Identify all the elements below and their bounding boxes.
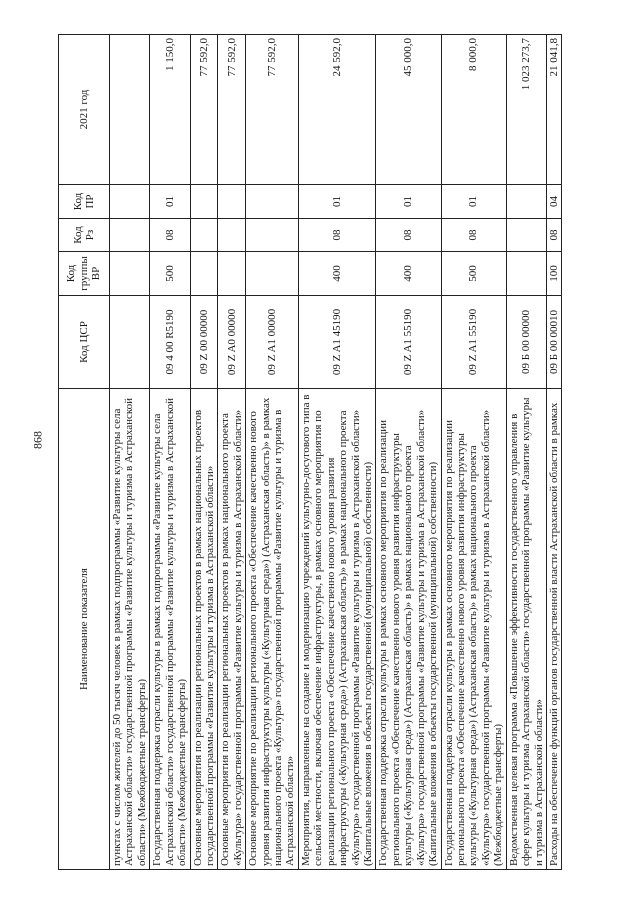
row-pr	[246, 185, 299, 219]
row-vr	[218, 252, 246, 296]
row-csr: 09 Z A1 55190	[376, 296, 441, 389]
row-rz: 08	[376, 219, 441, 252]
table-row	[376, 35, 441, 870]
row-rz: 08	[150, 219, 190, 252]
row-name: Основные мероприятия по реализации региональных проектов в рамках национальных проектов государственной программы «Развитие культуры и туризма в Астраханской области»	[190, 389, 218, 870]
row-vr: 500	[441, 252, 506, 296]
row-vr: 500	[150, 252, 190, 296]
row-vr	[110, 252, 150, 296]
page-number: 868	[30, 431, 45, 449]
row-pr	[506, 185, 546, 219]
row-name: Государственная поддержка отрасли культуры в рамках основного мероприятия по реализации регионального проекта «Обеспечение качественно нового уровня развития инфраструктуры культуры («Культурная среда») (Астраханская область)» в рамках национального проекта «Культура» государственной программы «Развитие культуры и туризма в Астраханской области» (Межбюджетные трансферты)	[441, 389, 506, 870]
table-row	[110, 35, 150, 870]
row-pr	[190, 185, 218, 219]
row-sum: 45 000,0	[376, 35, 441, 185]
row-rz	[190, 219, 218, 252]
row-name: Основное мероприятие по реализации регионального проекта «Обеспечение качественно нового уровня развития инфраструктуры культуры («Культурная среда») (Астраханская область)» в рамках национального проекта «Культура» государственной программы «Развитие культуры и туризма в Астраханской области»	[246, 389, 299, 870]
row-sum	[110, 35, 150, 185]
row-name: Ведомственная целевая программа «Повышение эффективности государственного управления в сфере культуры и туризма Астраханской области» государственной программы «Развитие культуры и туризма в Астраханской области»	[506, 389, 546, 870]
row-name: Государственная поддержка отрасли культуры в рамках основного мероприятия по реализации регионального проекта «Обеспечение качественно нового уровня развития инфраструктуры культуры («Культурная среда») (Астраханская область)» в рамках национального проекта «Культура» государственной программы «Развитие культуры и туризма в Астраханской области» (Капитальные вложения в объекты государственной (муниципальной) собственности)	[376, 389, 441, 870]
row-rz: 08	[546, 219, 561, 252]
rotated-table-container	[58, 35, 610, 870]
header-pr: Код ПР	[59, 185, 110, 219]
row-vr	[506, 252, 546, 296]
header-name: Наименование показателя	[59, 389, 110, 870]
budget-table	[58, 34, 562, 870]
row-csr: 09 Б 00 00010	[546, 296, 561, 389]
table-row	[298, 35, 376, 870]
row-vr: 400	[376, 252, 441, 296]
table-row	[246, 35, 299, 870]
row-rz: 08	[441, 219, 506, 252]
row-rz	[246, 219, 299, 252]
row-name: Расходы на обеспечение функций органов государственной власти Астраханской области в рамках	[546, 389, 561, 870]
row-pr: 04	[546, 185, 561, 219]
row-sum: 8 000,0	[441, 35, 506, 185]
row-csr: 09 Z A1 45190	[298, 296, 376, 389]
header-sum: 2021 год	[59, 35, 110, 185]
table-row	[218, 35, 246, 870]
row-sum: 24 592,0	[298, 35, 376, 185]
row-pr: 01	[298, 185, 376, 219]
row-csr: 09 4 00 R5190	[150, 296, 190, 389]
row-sum: 1 150,0	[150, 35, 190, 185]
table-row	[546, 35, 561, 870]
row-csr: 09 Z 00 00000	[190, 296, 218, 389]
row-csr	[110, 296, 150, 389]
row-sum: 21 041,8	[546, 35, 561, 185]
row-name: пунктах с числом жителей до 50 тысяч человек в рамках подпрограммы «Развитие культуры села Астраханской области» государственной программы «Развитие культуры и туризма в Астраханской области» (Межбюджетные трансферты)	[110, 389, 150, 870]
row-pr: 01	[376, 185, 441, 219]
header-vr: Код группы ВР	[59, 252, 110, 296]
row-sum: 77 592,0	[218, 35, 246, 185]
table-row	[506, 35, 546, 870]
table-row	[190, 35, 218, 870]
row-vr	[246, 252, 299, 296]
row-name: Основные мероприятия по реализации региональных проектов в рамках национального проекта «Культура» государственной программы «Развитие культуры и туризма в Астраханской области»	[218, 389, 246, 870]
row-sum: 77 592,0	[246, 35, 299, 185]
row-csr: 09 Z A1 55190	[441, 296, 506, 389]
row-pr	[110, 185, 150, 219]
row-pr	[218, 185, 246, 219]
row-vr: 400	[298, 252, 376, 296]
row-name: Государственная поддержка отрасли культуры в рамках подпрограммы «Развитие культуры села Астраханской области» государственной программы «Развитие культуры и туризма в Астраханской области» (Межбюджетные трансферты)	[150, 389, 190, 870]
row-vr	[190, 252, 218, 296]
row-rz	[506, 219, 546, 252]
row-rz	[110, 219, 150, 252]
row-rz	[218, 219, 246, 252]
table-header-row	[59, 35, 110, 870]
row-vr: 100	[546, 252, 561, 296]
table-row	[441, 35, 506, 870]
row-csr: 09 Z A0 00000	[218, 296, 246, 389]
row-csr: 09 Z A1 00000	[246, 296, 299, 389]
row-csr: 09 Б 00 00000	[506, 296, 546, 389]
row-pr: 01	[150, 185, 190, 219]
row-sum: 1 023 273,7	[506, 35, 546, 185]
row-pr: 01	[441, 185, 506, 219]
row-name: Мероприятия, направленные на создание и модернизацию учреждений культурно-досугового типа в сельской местности, включая обеспечение инфраструктуры, в рамках основного мероприятия по реализации регионального проекта «Обеспечение качественно нового уровня развития инфраструктуры («Культурная среда») (Астраханская область)» в рамках национального проекта «Культура» государственной программы «Развитие культуры и туризма в Астраханской области» (Капитальные вложения в объекты государственной (муниципальной) собственности)	[298, 389, 376, 870]
table-row	[150, 35, 190, 870]
header-csr: Код ЦСР	[59, 296, 110, 389]
row-rz: 08	[298, 219, 376, 252]
row-sum: 77 592,0	[190, 35, 218, 185]
header-rz: Код Рз	[59, 219, 110, 252]
